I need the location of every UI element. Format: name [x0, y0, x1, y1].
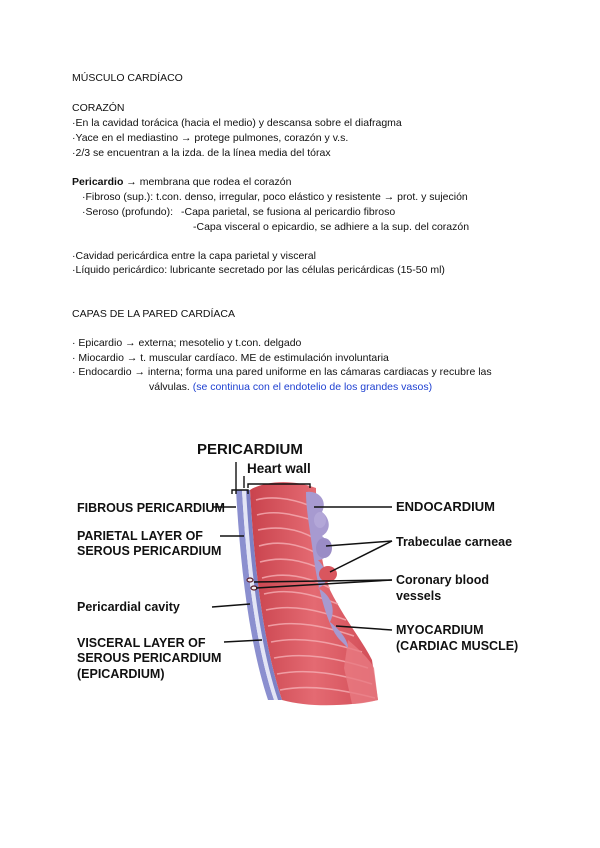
pericardio-definition-text: → membrana que rodea el corazón [123, 176, 292, 188]
label-visceral-2: SEROUS PERICARDIUM [77, 651, 222, 665]
label-myocardium-1: MYOCARDIUM [396, 623, 484, 637]
label-heart-wall: Heart wall [247, 461, 311, 476]
pericardio-seroso-label: ·Seroso (profundo): [82, 206, 174, 218]
section-heading-capas: CAPAS DE LA PARED CARDÍACA [72, 308, 235, 320]
label-endocardium: ENDOCARDIUM [396, 499, 495, 514]
trabecula-1 [316, 538, 332, 558]
section-heading-corazon: CORAZÓN [72, 102, 125, 114]
label-visceral-1: VISCERAL LAYER OF [77, 636, 206, 650]
label-pericardial-cavity: Pericardial cavity [77, 600, 180, 614]
label-trabeculae: Trabeculae carneae [396, 535, 513, 549]
label-coronary-1: Coronary blood [396, 573, 490, 587]
label-pericardium: PERICARDIUM [197, 441, 303, 458]
label-visceral-3: (EPICARDIUM) [77, 667, 165, 681]
pericardio-seroso-visceral: -Capa visceral o epicardio, se adhiere a la sup. del corazón [193, 221, 470, 233]
pericardio-liquido: ·Líquido pericárdico: lubricante secretado por las células pericárdicas (15-50 ml) [72, 264, 445, 276]
pericardio-cavidad: ·Cavidad pericárdica entre la capa parietal y visceral [72, 250, 316, 262]
capa-endocardio: · Endocardio → interna; forma una pared uniforme en las cámaras cardiacas y recubre las [72, 366, 492, 378]
endocardio-note: (se continua con el endotelio de los grandes vasos) [192, 381, 433, 393]
label-parietal-1: PARIETAL LAYER OF [77, 529, 203, 543]
page-title: MÚSCULO CARDÍACO [72, 72, 183, 84]
trabecula-3 [314, 512, 326, 528]
label-parietal-2: SEROUS PERICARDIUM [77, 544, 222, 558]
endocardio-valvulas: válvulas. [149, 381, 190, 393]
pericardio-term: Pericardio [72, 176, 124, 188]
capa-epicardio: · Epicardio → externa; mesotelio y t.con. delgado [72, 337, 302, 349]
corazon-line-1: ·En la cavidad torácica (hacia el medio) y descansa sobre el diafragma [72, 117, 402, 129]
corazon-line-3: ·2/3 se encuentran a la izda. de la línea media del tórax [72, 147, 331, 159]
trabecula-2 [319, 566, 337, 582]
label-coronary-2: vessels [396, 589, 442, 603]
label-fibrous-pericardium: FIBROUS PERICARDIUM [77, 501, 225, 515]
corazon-line-2: ·Yace en el mediastino → protege pulmones, corazón y v.s. [72, 132, 349, 144]
capa-miocardio: · Miocardio → t. muscular cardíaco. ME de estimulación involuntaria [72, 352, 389, 364]
label-myocardium-2: (CARDIAC MUSCLE) [396, 639, 519, 653]
pericardio-fibroso: ·Fibroso (sup.): t.con. denso, irregular, poco elástico y resistente → prot. y sujeción [82, 191, 468, 203]
pericardio-seroso-parietal: -Capa parietal, se fusiona al pericardio fibroso [181, 206, 396, 218]
